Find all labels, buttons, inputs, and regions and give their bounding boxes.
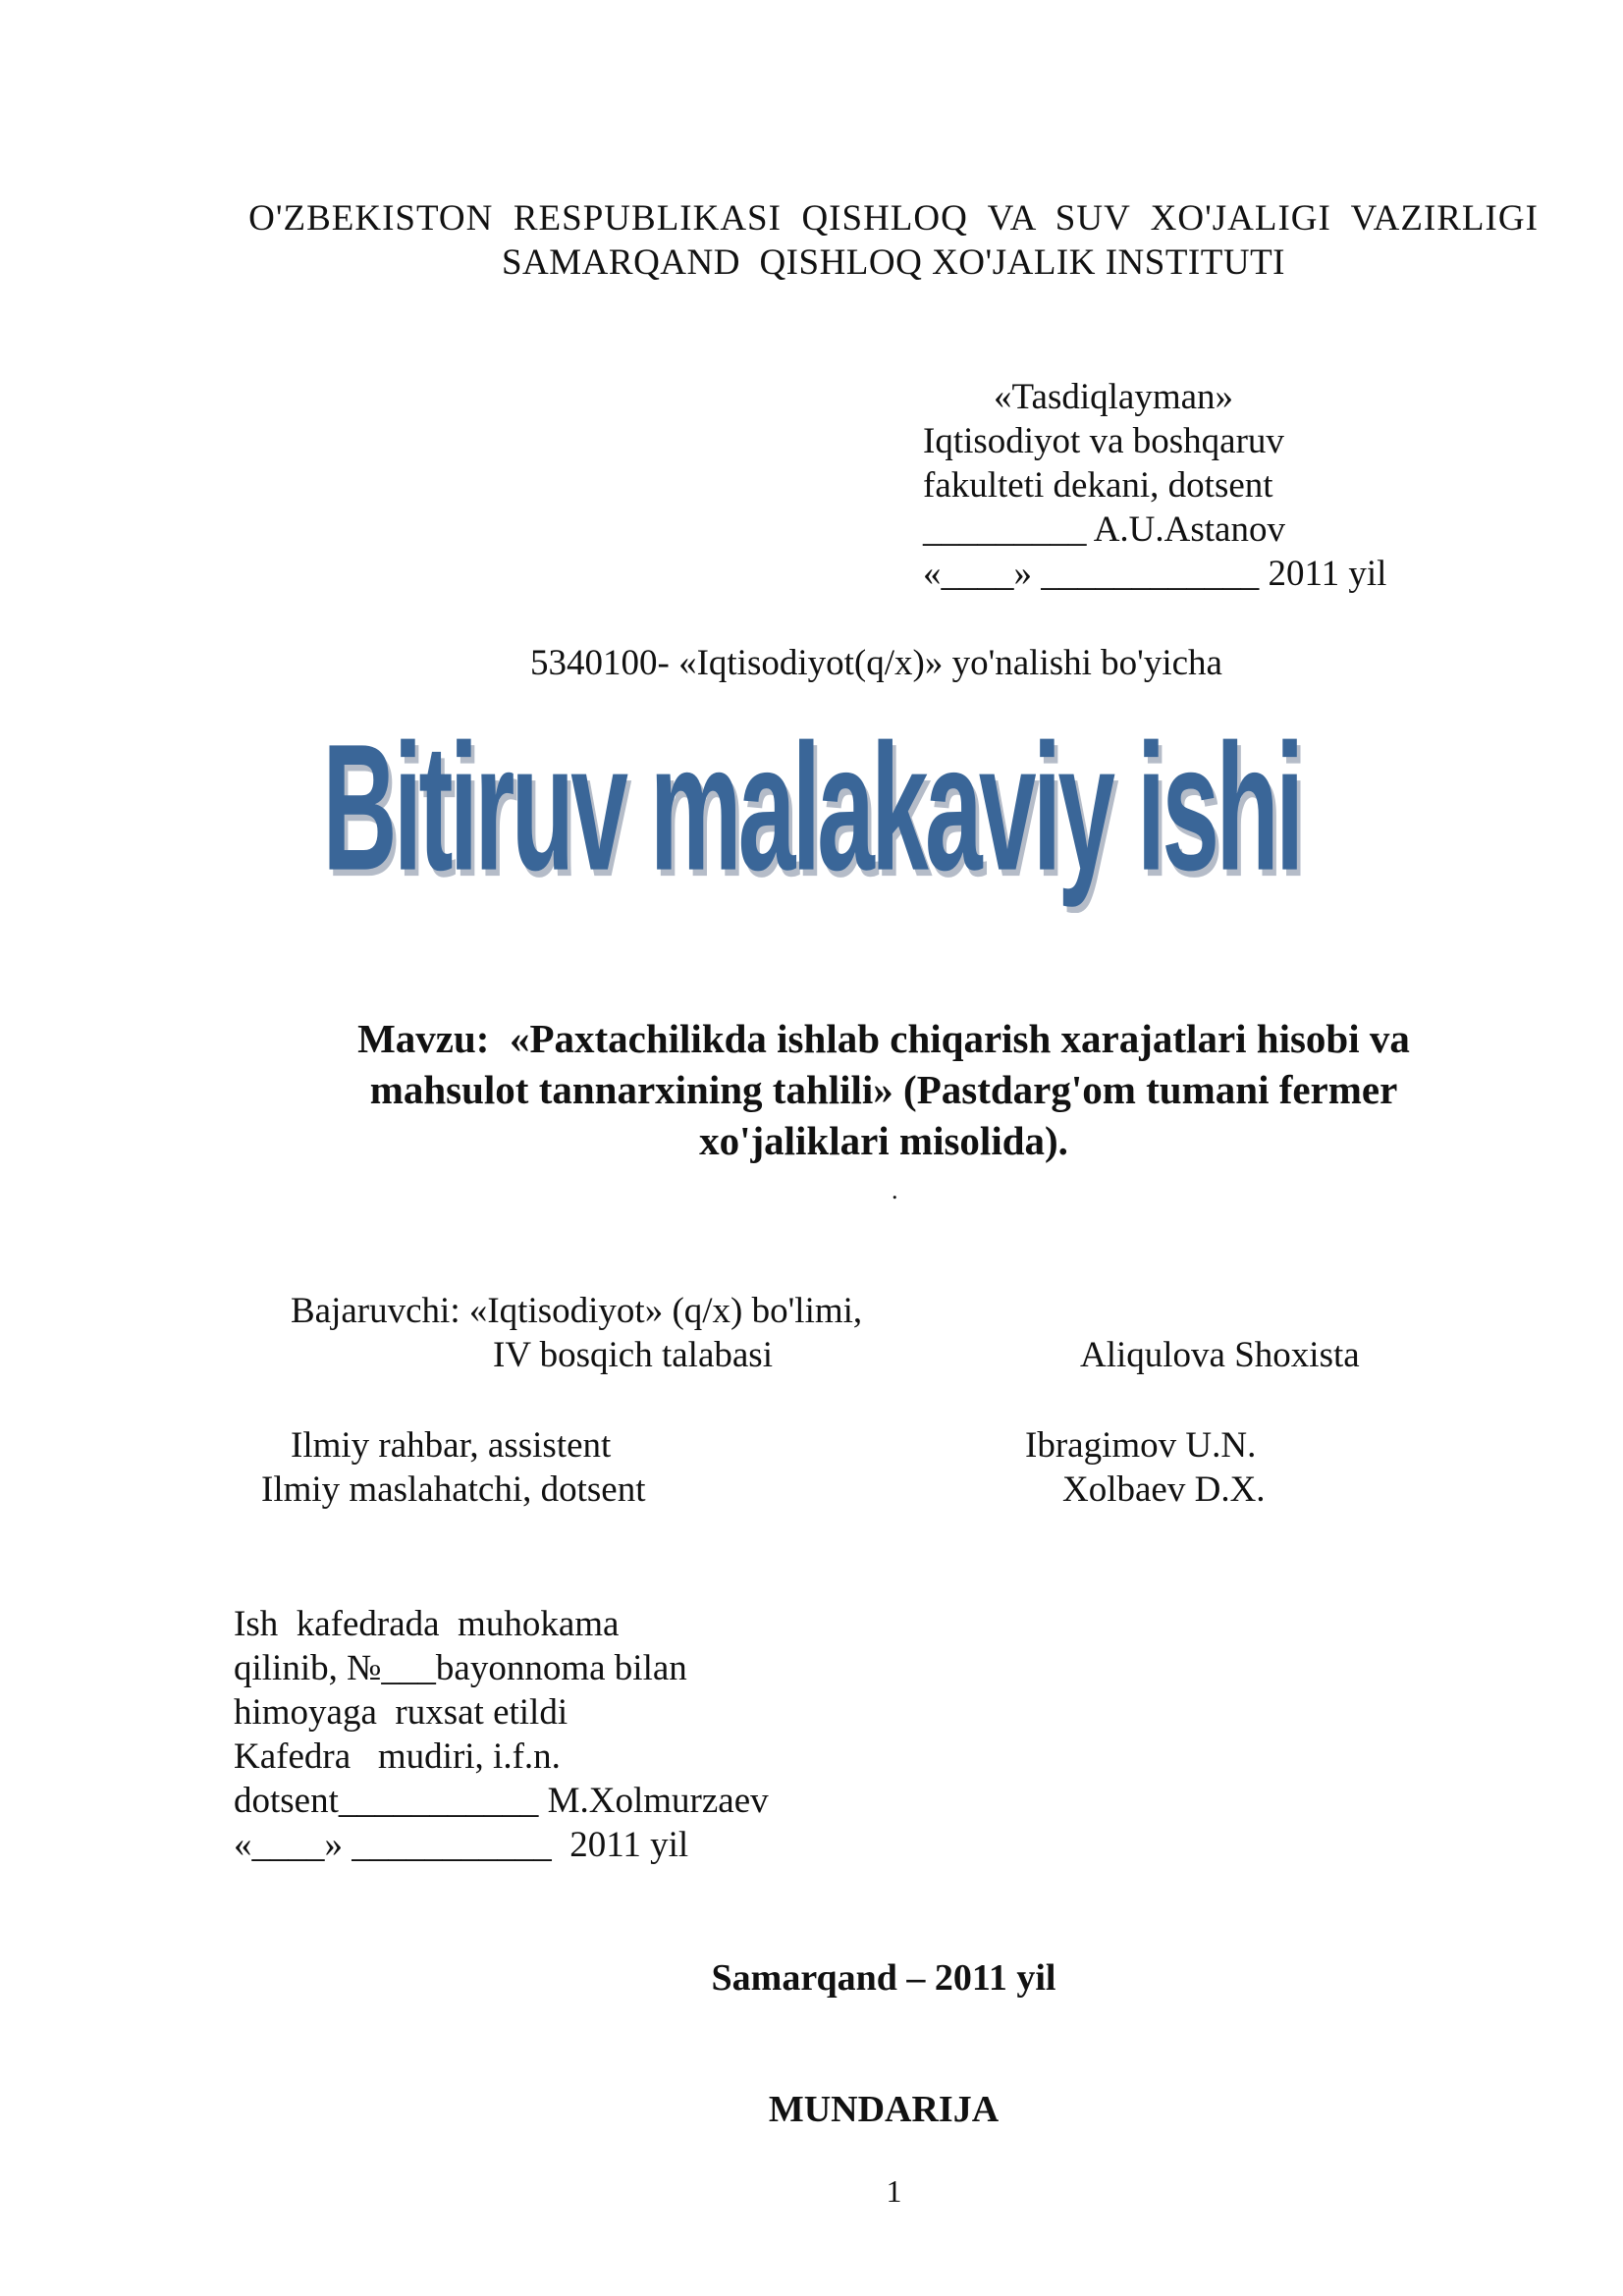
approval-line: fakulteti dekani, dotsent bbox=[923, 465, 1273, 506]
department-line: Kafedra mudiri, i.f.n. bbox=[234, 1736, 561, 1777]
performer-name: Aliqulova Shoxista bbox=[1080, 1335, 1360, 1375]
department-line: himoyaga ruxsat etildi bbox=[234, 1692, 568, 1733]
study-direction: 5340100- «Iqtisodiyot(q/x)» yo'nalishi bo'yicha bbox=[530, 643, 1222, 683]
topic-line: mahsulot tannarxining tahlili» (Pastdarg'om tumani fermer bbox=[369, 1067, 1398, 1112]
department-approval-block bbox=[234, 1602, 769, 1867]
page-number: 1 bbox=[886, 2173, 902, 2209]
department-line: qilinib, №___bayonnoma bilan bbox=[234, 1648, 687, 1688]
consultant-name: Xolbaev D.X. bbox=[1062, 1469, 1266, 1510]
dot-mark: . bbox=[892, 1176, 898, 1204]
approval-signature-line: _________ A.U.Astanov bbox=[923, 509, 1285, 550]
department-date-line: «____» ___________ 2011 yil bbox=[234, 1825, 689, 1865]
performer-level: IV bosqich talabasi bbox=[493, 1335, 773, 1375]
thesis-title: Bitiruv malakaviy ishi bbox=[322, 707, 1301, 909]
approval-line: Iqtisodiyot va boshqaruv bbox=[923, 421, 1284, 461]
topic-line: xo'jaliklari misolida). bbox=[699, 1118, 1068, 1163]
approval-title: «Tasdiqlayman» bbox=[994, 377, 1234, 417]
department-signature-line: dotsent___________ M.Xolmurzaev bbox=[234, 1781, 769, 1821]
city-year: Samarqand – 2011 yil bbox=[711, 1957, 1056, 1999]
consultant-label: Ilmiy maslahatchi, dotsent bbox=[261, 1469, 646, 1510]
topic-line: Mavzu: «Paxtachilikda ishlab chiqarish xarajatlari hisobi va bbox=[357, 1016, 1410, 1061]
approval-block bbox=[923, 375, 1386, 596]
department-line: Ish kafedrada muhokama bbox=[234, 1604, 620, 1644]
ministry-name: O'ZBEKISTON RESPUBLIKASI QISHLOQ VA SUV XO'JALIGI VAZIRLIGI bbox=[248, 198, 1539, 239]
performer-label: Bajaruvchi: «Iqtisodiyot» (q/x) bo'limi, bbox=[291, 1291, 863, 1331]
contents-heading: MUNDARIJA bbox=[768, 2089, 1000, 2130]
advisor-label: Ilmiy rahbar, assistent bbox=[291, 1425, 612, 1466]
advisor-name: Ibragimov U.N. bbox=[1025, 1425, 1257, 1466]
institute-name: SAMARQAND QISHLOQ XO'JALIK INSTITUTI bbox=[501, 242, 1285, 283]
approval-date-line: «____» ____________ 2011 yil bbox=[923, 554, 1387, 594]
